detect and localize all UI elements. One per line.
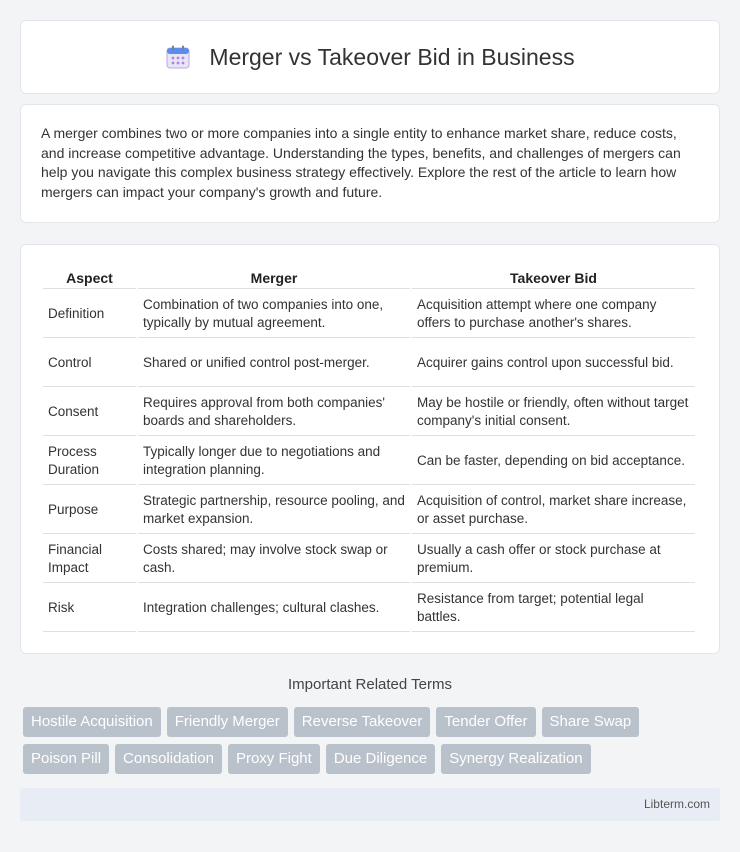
tag-row bbox=[23, 707, 713, 737]
tag-share-swap[interactable]: Share Swap bbox=[542, 707, 640, 737]
cell-merger: Typically longer due to negotiations and integration planning. bbox=[138, 438, 410, 485]
cell-takeover: Can be faster, depending on bid acceptance. bbox=[412, 438, 695, 485]
table-row bbox=[43, 585, 695, 632]
tag-consolidation[interactable]: Consolidation bbox=[115, 744, 222, 774]
table-row bbox=[43, 389, 695, 436]
cell-takeover: Acquisition of control, market share increase, or asset purchase. bbox=[412, 487, 695, 534]
tag-friendly-merger[interactable]: Friendly Merger bbox=[167, 707, 288, 737]
calendar-icon bbox=[165, 44, 191, 70]
cell-aspect: Risk bbox=[43, 585, 136, 632]
comparison-table bbox=[41, 265, 697, 634]
cell-aspect: Process Duration bbox=[43, 438, 136, 485]
tag-due-diligence[interactable]: Due Diligence bbox=[326, 744, 435, 774]
tag-reverse-takeover[interactable]: Reverse Takeover bbox=[294, 707, 431, 737]
footer-link[interactable]: Libterm.com bbox=[643, 797, 710, 811]
related-terms-title: Important Related Terms bbox=[288, 676, 452, 693]
tag-hostile-acquisition[interactable]: Hostile Acquisition bbox=[23, 707, 161, 737]
cell-aspect: Financial Impact bbox=[43, 536, 136, 583]
related-terms-tags bbox=[23, 707, 713, 781]
cell-aspect: Definition bbox=[43, 291, 136, 338]
comparison-card bbox=[20, 244, 720, 654]
tag-row bbox=[23, 744, 713, 774]
tag-poison-pill[interactable]: Poison Pill bbox=[23, 744, 109, 774]
header-aspect: Aspect bbox=[43, 267, 136, 289]
header-takeover-bid: Takeover Bid bbox=[412, 267, 695, 289]
tag-tender-offer[interactable]: Tender Offer bbox=[436, 707, 535, 737]
table-header-row bbox=[43, 267, 695, 289]
cell-aspect: Purpose bbox=[43, 487, 136, 534]
cell-merger: Costs shared; may involve stock swap or cash. bbox=[138, 536, 410, 583]
cell-merger: Shared or unified control post-merger. bbox=[138, 340, 410, 387]
table-row bbox=[43, 438, 695, 485]
cell-merger: Requires approval from both companies' boards and shareholders. bbox=[138, 389, 410, 436]
cell-aspect: Control bbox=[43, 340, 136, 387]
table-row bbox=[43, 487, 695, 534]
cell-takeover: Resistance from target; potential legal battles. bbox=[412, 585, 695, 632]
cell-merger: Strategic partnership, resource pooling, and market expansion. bbox=[138, 487, 410, 534]
cell-aspect: Consent bbox=[43, 389, 136, 436]
cell-merger: Integration challenges; cultural clashes. bbox=[138, 585, 410, 632]
table-row bbox=[43, 536, 695, 583]
intro-text: A merger combines two or more companies into a single entity to enhance market share, reduce costs, and increase competitive advantage. Understanding the types, benefits, and challenges of mergers can help you navigate this complex business strategy effectively. Explore the rest of the article to learn how mergers can impact your company's growth and future. bbox=[41, 125, 681, 200]
table-row bbox=[43, 340, 695, 387]
intro-card bbox=[20, 104, 720, 223]
cell-takeover: Usually a cash offer or stock purchase at premium. bbox=[412, 536, 695, 583]
title-wrap bbox=[165, 44, 574, 71]
cell-takeover: May be hostile or friendly, often without target company's initial consent. bbox=[412, 389, 695, 436]
cell-takeover: Acquirer gains control upon successful bid. bbox=[412, 340, 695, 387]
cell-merger: Combination of two companies into one, typically by mutual agreement. bbox=[138, 291, 410, 338]
title-card bbox=[20, 20, 720, 94]
footer bbox=[20, 788, 720, 821]
table-row bbox=[43, 291, 695, 338]
tag-proxy-fight[interactable]: Proxy Fight bbox=[228, 744, 320, 774]
page-title: Merger vs Takeover Bid in Business bbox=[209, 43, 575, 70]
cell-takeover: Acquisition attempt where one company offers to purchase another's shares. bbox=[412, 291, 695, 338]
header-merger: Merger bbox=[138, 267, 410, 289]
tag-synergy-realization[interactable]: Synergy Realization bbox=[441, 744, 590, 774]
